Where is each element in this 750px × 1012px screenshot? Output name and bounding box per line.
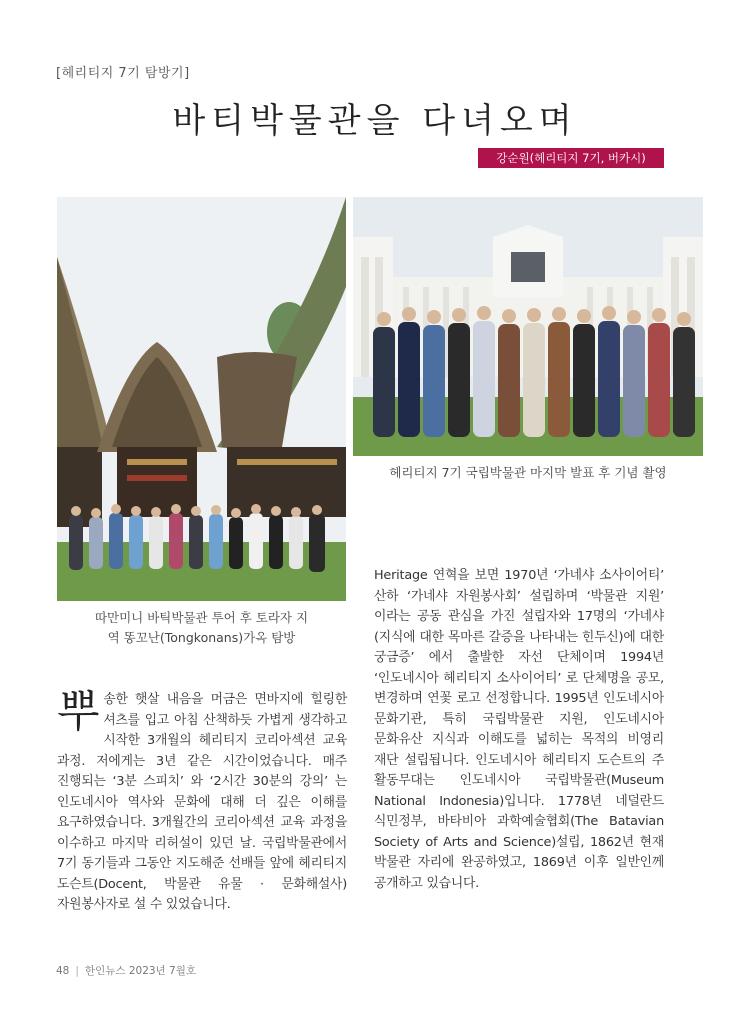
left-column-text: 송한 햇살 내음을 머금은 면바지에 힐링한 셔츠를 입고 아침 산책하듯 가볍게 생각하고 시작한 3개월의 헤리티지 코리아섹션 교육 과정. 저에게는 3년 같은 시간이었습니다. 매주 진행되는 ‘3분 스피치’ 와 ‘2시간 30분의 강의’ 는 인도네시아 역사와 문화에 대해 더 깊은 이해를 요구하였습니다. 3개월간의 코리아섹션 교육 과정을 이수하고 마지막 리허설이 있던 날. 국립박물관에서 7기 동기들과 그동안 지도해준 선배들 앞에 헤리티지 도슨트(Docent, 박물관 유물 · 문화해설사) 자원봉사자로 설 수 있었습니다. bbox=[57, 692, 347, 912]
museum-photo-caption: 헤리티지 7기 국립박물관 마지막 발표 후 기념 촬영 bbox=[389, 465, 667, 480]
tongkonan-caption-line2: 역 똥꼬난(Tongkonans)가옥 탐방 bbox=[107, 630, 296, 645]
tongkonan-photo bbox=[57, 197, 346, 601]
series-label: [헤리티지 7기 탐방기] bbox=[56, 66, 190, 81]
tongkonan-photo-caption bbox=[57, 608, 346, 648]
museum-group-photo bbox=[353, 197, 703, 456]
page-number: 48 bbox=[56, 965, 70, 977]
author-byline: 강순원(헤리티지 7기, 버카시) bbox=[478, 148, 664, 168]
article-right-column: Heritage 연혁을 보면 1970년 ‘가네샤 소사이어티’ 산하 ‘가네샤 자원봉사회’ 설립하며 ‘박물관 지원’ 이라는 공동 관심을 가진 설립자와 17명의 ‘가네샤(지식에 대한 목마른 갈증을 나타내는 힌두신)에 대한 궁금증’ 에서 출발한 자선 단체이며 1994년 ‘인도네시아 헤리티지 소사이어티’ 로 단체명을 공모, 변경하며 연꽃 로고 선정합니다. 1995년 인도네시아 문화기관, 특히 국립박물관 지원, 인도네시아 문화유산 지식과 이해도를 넓히는 목적의 비영리 재단 설립됩니다. 인도네시아 헤리티지 도슨트의 주 활동무대는 인도네시아 국립박물관(Museum National Indonesia)입니다. 1778년 네덜란드 식민정부, 바타비아 과학예술협회(The Batavian Society of Arts and Science)설립, 1862년 현재 박물관 자리에 완공하였고, 1869년 이후 일반인께 공개하고 있습니다. bbox=[374, 568, 664, 891]
article-title: 바티박물관을 다녀오며 bbox=[172, 101, 578, 141]
article-left-column bbox=[57, 686, 347, 916]
drop-cap: 뿌 bbox=[57, 686, 100, 737]
publication-name: 한인뉴스 2023년 7월호 bbox=[84, 965, 196, 977]
page-footer: 48 | 한인뉴스 2023년 7월호 bbox=[56, 965, 196, 977]
tongkonan-caption-line1: 따만미니 바틱박물관 투어 후 토라자 지 bbox=[94, 610, 309, 625]
